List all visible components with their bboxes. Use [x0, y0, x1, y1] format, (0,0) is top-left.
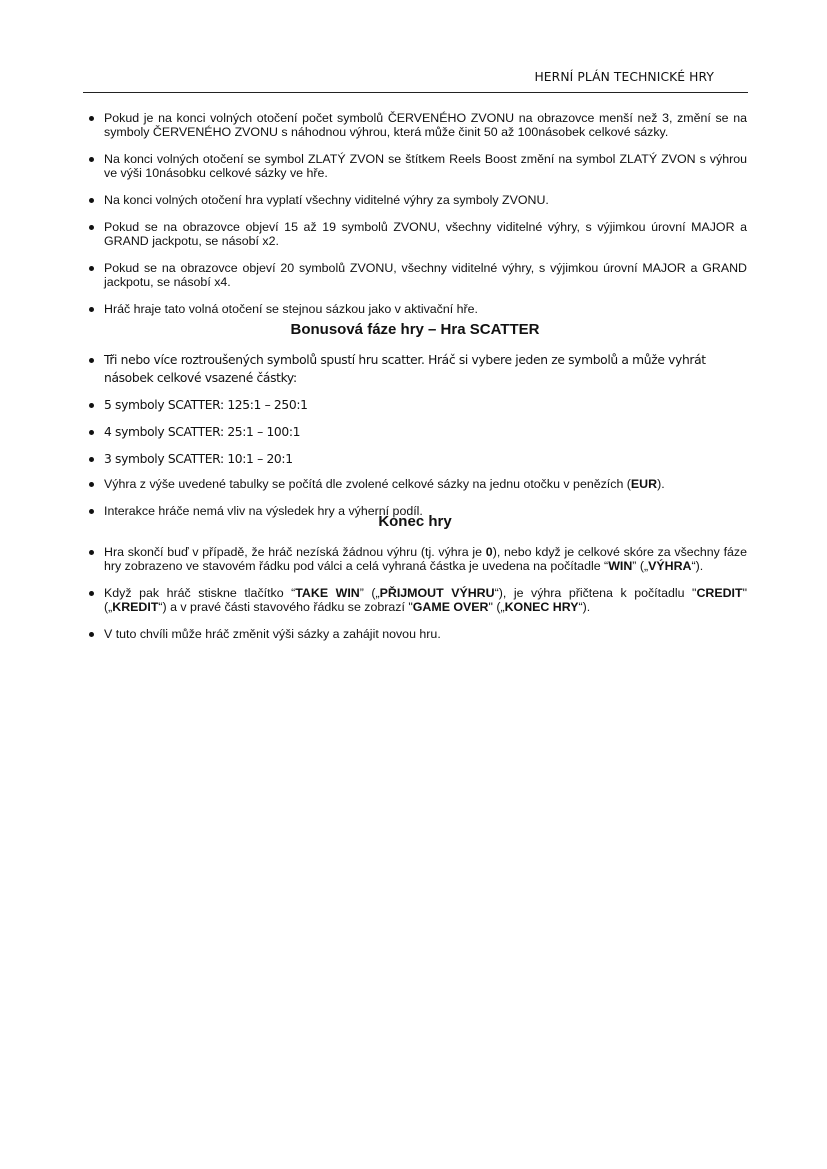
list-item	[83, 261, 747, 289]
text: Když pak hráč stiskne tlačítko “	[104, 586, 296, 600]
text: ” („	[359, 586, 380, 600]
text: Na konci volných otočení se symbol ZLATÝ ZVON se štítkem Reels Boost změní na symbol ZLATÝ ZVON s výhrou ve výši 10násobku celkové sázky ve hře.	[104, 152, 747, 180]
bold-text: WIN	[608, 559, 633, 573]
text: " („	[104, 586, 747, 614]
page-header-title: HERNÍ PLÁN TECHNICKÉ HRY	[534, 70, 714, 84]
text: ” („	[632, 559, 649, 573]
list-item	[83, 477, 747, 491]
text: V tuto chvíli může hráč změnit výši sázky a zahájit novou hru.	[104, 627, 441, 641]
list-item	[83, 545, 747, 573]
list-item	[83, 504, 747, 518]
text: Interakce hráče nemá vliv na výsledek hry a výherní podíl.	[104, 504, 423, 518]
header-rule	[83, 92, 748, 93]
scatter-notes-list	[83, 477, 747, 518]
bold-text: PŘIJMOUT VÝHRU	[379, 586, 495, 600]
bold-text: CREDIT	[696, 586, 743, 600]
list-item	[83, 586, 747, 614]
text: Tři nebo více roztroušených symbolů spustí hru scatter. Hráč si vybere jeden ze symbolů a může vyhrát násobek celkové vsazené částky:	[104, 353, 706, 385]
bold-text: GAME OVER	[412, 600, 489, 614]
text: 5 symboly SCATTER: 125:1 – 250:1	[104, 398, 308, 412]
list-item	[83, 302, 747, 316]
text: ), nebo když je celkové skóre za všechny fáze hry zobrazeno ve stavovém řádku pod válci a celá vyhraná částka je uvedena na počítadle “	[104, 545, 747, 573]
end-game-list	[83, 545, 747, 641]
text: “), je výhra přičtena k počítadlu "	[494, 586, 697, 600]
list-item	[83, 152, 747, 180]
text: 4 symboly SCATTER: 25:1 – 100:1	[104, 425, 301, 439]
bold-text: TAKE WIN	[295, 586, 360, 600]
list-item	[83, 450, 747, 468]
text: " („	[488, 600, 505, 614]
list-item	[83, 111, 747, 139]
list-item	[83, 351, 747, 387]
text: 3 symboly SCATTER: 10:1 – 20:1	[104, 452, 293, 466]
list-item	[83, 193, 747, 207]
text: Výhra z výše uvedené tabulky se počítá dle zvolené celkové sázky na jednu otočku v penězích (	[104, 477, 631, 491]
text: “).	[578, 600, 591, 614]
text: Hra skončí buď v případě, že hráč nezíská žádnou výhru (tj. výhra je	[104, 545, 486, 559]
bold-text: KREDIT	[112, 600, 159, 614]
text: “) a v pravé části stavového řádku se zobrazí "	[158, 600, 413, 614]
list-item	[83, 627, 747, 641]
text: Pokud je na konci volných otočení počet symbolů ČERVENÉHO ZVONU na obrazovce menší než 3, změní se na symboly ČERVENÉHO ZVONU s náhodnou výhrou, která může činit 50 až 100násobek celkové sázky.	[104, 111, 747, 139]
bold-text: VÝHRA	[648, 559, 692, 573]
text: ).	[657, 477, 665, 491]
bold-text: EUR	[630, 477, 658, 491]
section-heading-scatter: Bonusová fáze hry – Hra SCATTER	[290, 321, 540, 338]
scatter-payout-list	[83, 351, 747, 468]
text: Na konci volných otočení hra vyplatí všechny viditelné výhry za symboly ZVONU.	[104, 193, 549, 207]
text: Pokud se na obrazovce objeví 15 až 19 symbolů ZVONU, všechny viditelné výhry, s výjimkou úrovní MAJOR a GRAND jackpotu, se násobí x2.	[104, 220, 747, 248]
text: “).	[691, 559, 704, 573]
text: Hráč hraje tato volná otočení se stejnou sázkou jako v aktivační hře.	[104, 302, 478, 316]
list-item	[83, 423, 747, 441]
free-spins-list	[83, 111, 747, 316]
list-item	[83, 396, 747, 414]
bold-text: KONEC HRY	[504, 600, 579, 614]
document-body	[83, 111, 747, 654]
section-heading-end: Konec hry	[378, 513, 452, 530]
text: Pokud se na obrazovce objeví 20 symbolů ZVONU, všechny viditelné výhry, s výjimkou úrovní MAJOR a GRAND jackpotu, se násobí x4.	[104, 261, 747, 289]
bold-text: 0	[485, 545, 493, 559]
list-item	[83, 220, 747, 248]
